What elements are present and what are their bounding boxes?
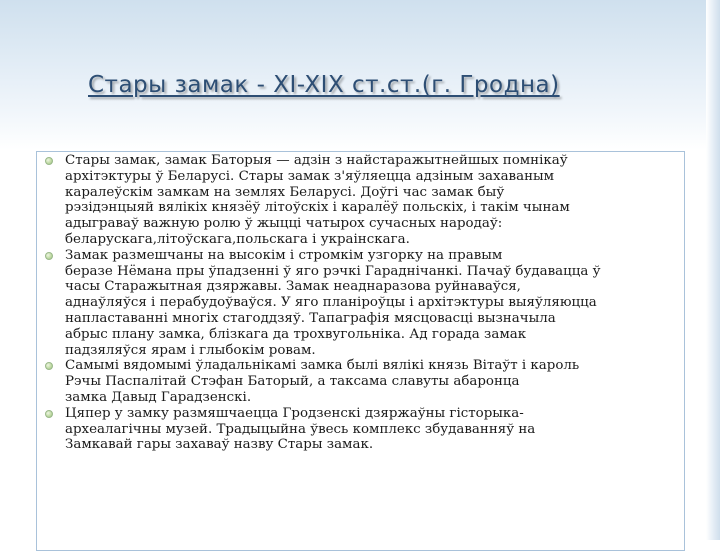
bullet-text-line: каралеўскім замкам на землях Беларусі. Доўгі час замак быў	[65, 184, 505, 200]
bullet-icon	[45, 157, 53, 165]
bullet-text-line: рэзідэнцыяй вялікіх князёў літоўскіх і каралёў польскіх, і такім чынам	[65, 200, 570, 216]
bullet-text-line: часы Старажытная дзяржавы. Замак неаднаразова руйнаваўся,	[65, 279, 521, 295]
bullet-text-line: беларускага,літоўскага,польскага і украінскага.	[65, 231, 410, 247]
bullet-icon	[45, 252, 53, 260]
bullet-text-line: напластаванні многіх стагоддзяў. Тапаграфія мясцовасці вызначыла	[65, 310, 556, 326]
bullet-text-line: Стары замак, замак Баторыя — адзін з найстаражытнейшых помнікаў	[65, 153, 568, 168]
bullet-item	[43, 153, 679, 248]
slide-title: Стары замак - XI-XIX ст.ст.(г. Гродна)	[88, 72, 560, 98]
bullet-text-line: Рэчы Паспалітай Стэфан Баторый, а таксама славуты абаронца	[65, 374, 520, 390]
right-decor-band	[706, 0, 720, 540]
bullet-item	[43, 358, 679, 405]
bullet-text-line: археалагічны музей. Традыцыйна ўвесь комплекс збудаванняў на	[65, 421, 536, 437]
bullet-text-line: Самымі вядомымі ўладальнікамі замка былі вялікі князь Вітаўт і кароль	[65, 358, 580, 374]
bullet-text-line: абрыс плану замка, блізкага да трохвугольніка. Ад горада замак	[65, 326, 527, 342]
bullet-text-line: Замак размешчаны на высокім і стромкім узгорку на правым	[65, 247, 503, 263]
bullet-text-line: падзяляўся ярам і глыбокім ровам.	[65, 342, 316, 358]
bullet-list	[43, 153, 679, 453]
bullet-icon	[45, 410, 53, 418]
bullet-item	[43, 248, 679, 359]
bullet-text-line: замка Давыд Гарадзенскі.	[65, 389, 252, 405]
bullet-text-line: Замкавай гары захаваў назву Стары замак.	[65, 437, 374, 453]
bullet-text-line: Цяпер у замку размяшчаецца Гродзенскі дзяржаўны гісторыка-	[65, 405, 524, 421]
bullet-text-line: адыграваў важную ролю ў жыцці чатырох сучасных народаў:	[65, 216, 503, 232]
bullet-item	[43, 406, 679, 453]
bullet-icon	[45, 362, 53, 370]
bullet-text-line: архітэктуры ў Беларусі. Стары замак з'яўляецца адзіным захаваным	[65, 168, 555, 184]
bullet-text-line: аднаўляўся і перабудоўваўся. У яго планіроўцы і архітэктуры выяўляюцца	[65, 295, 597, 311]
bullet-text-line: беразе Нёмана пры ўпадзенні ў яго рэчкі Гараднічанкі. Пачаў будавацца ў	[65, 263, 601, 279]
